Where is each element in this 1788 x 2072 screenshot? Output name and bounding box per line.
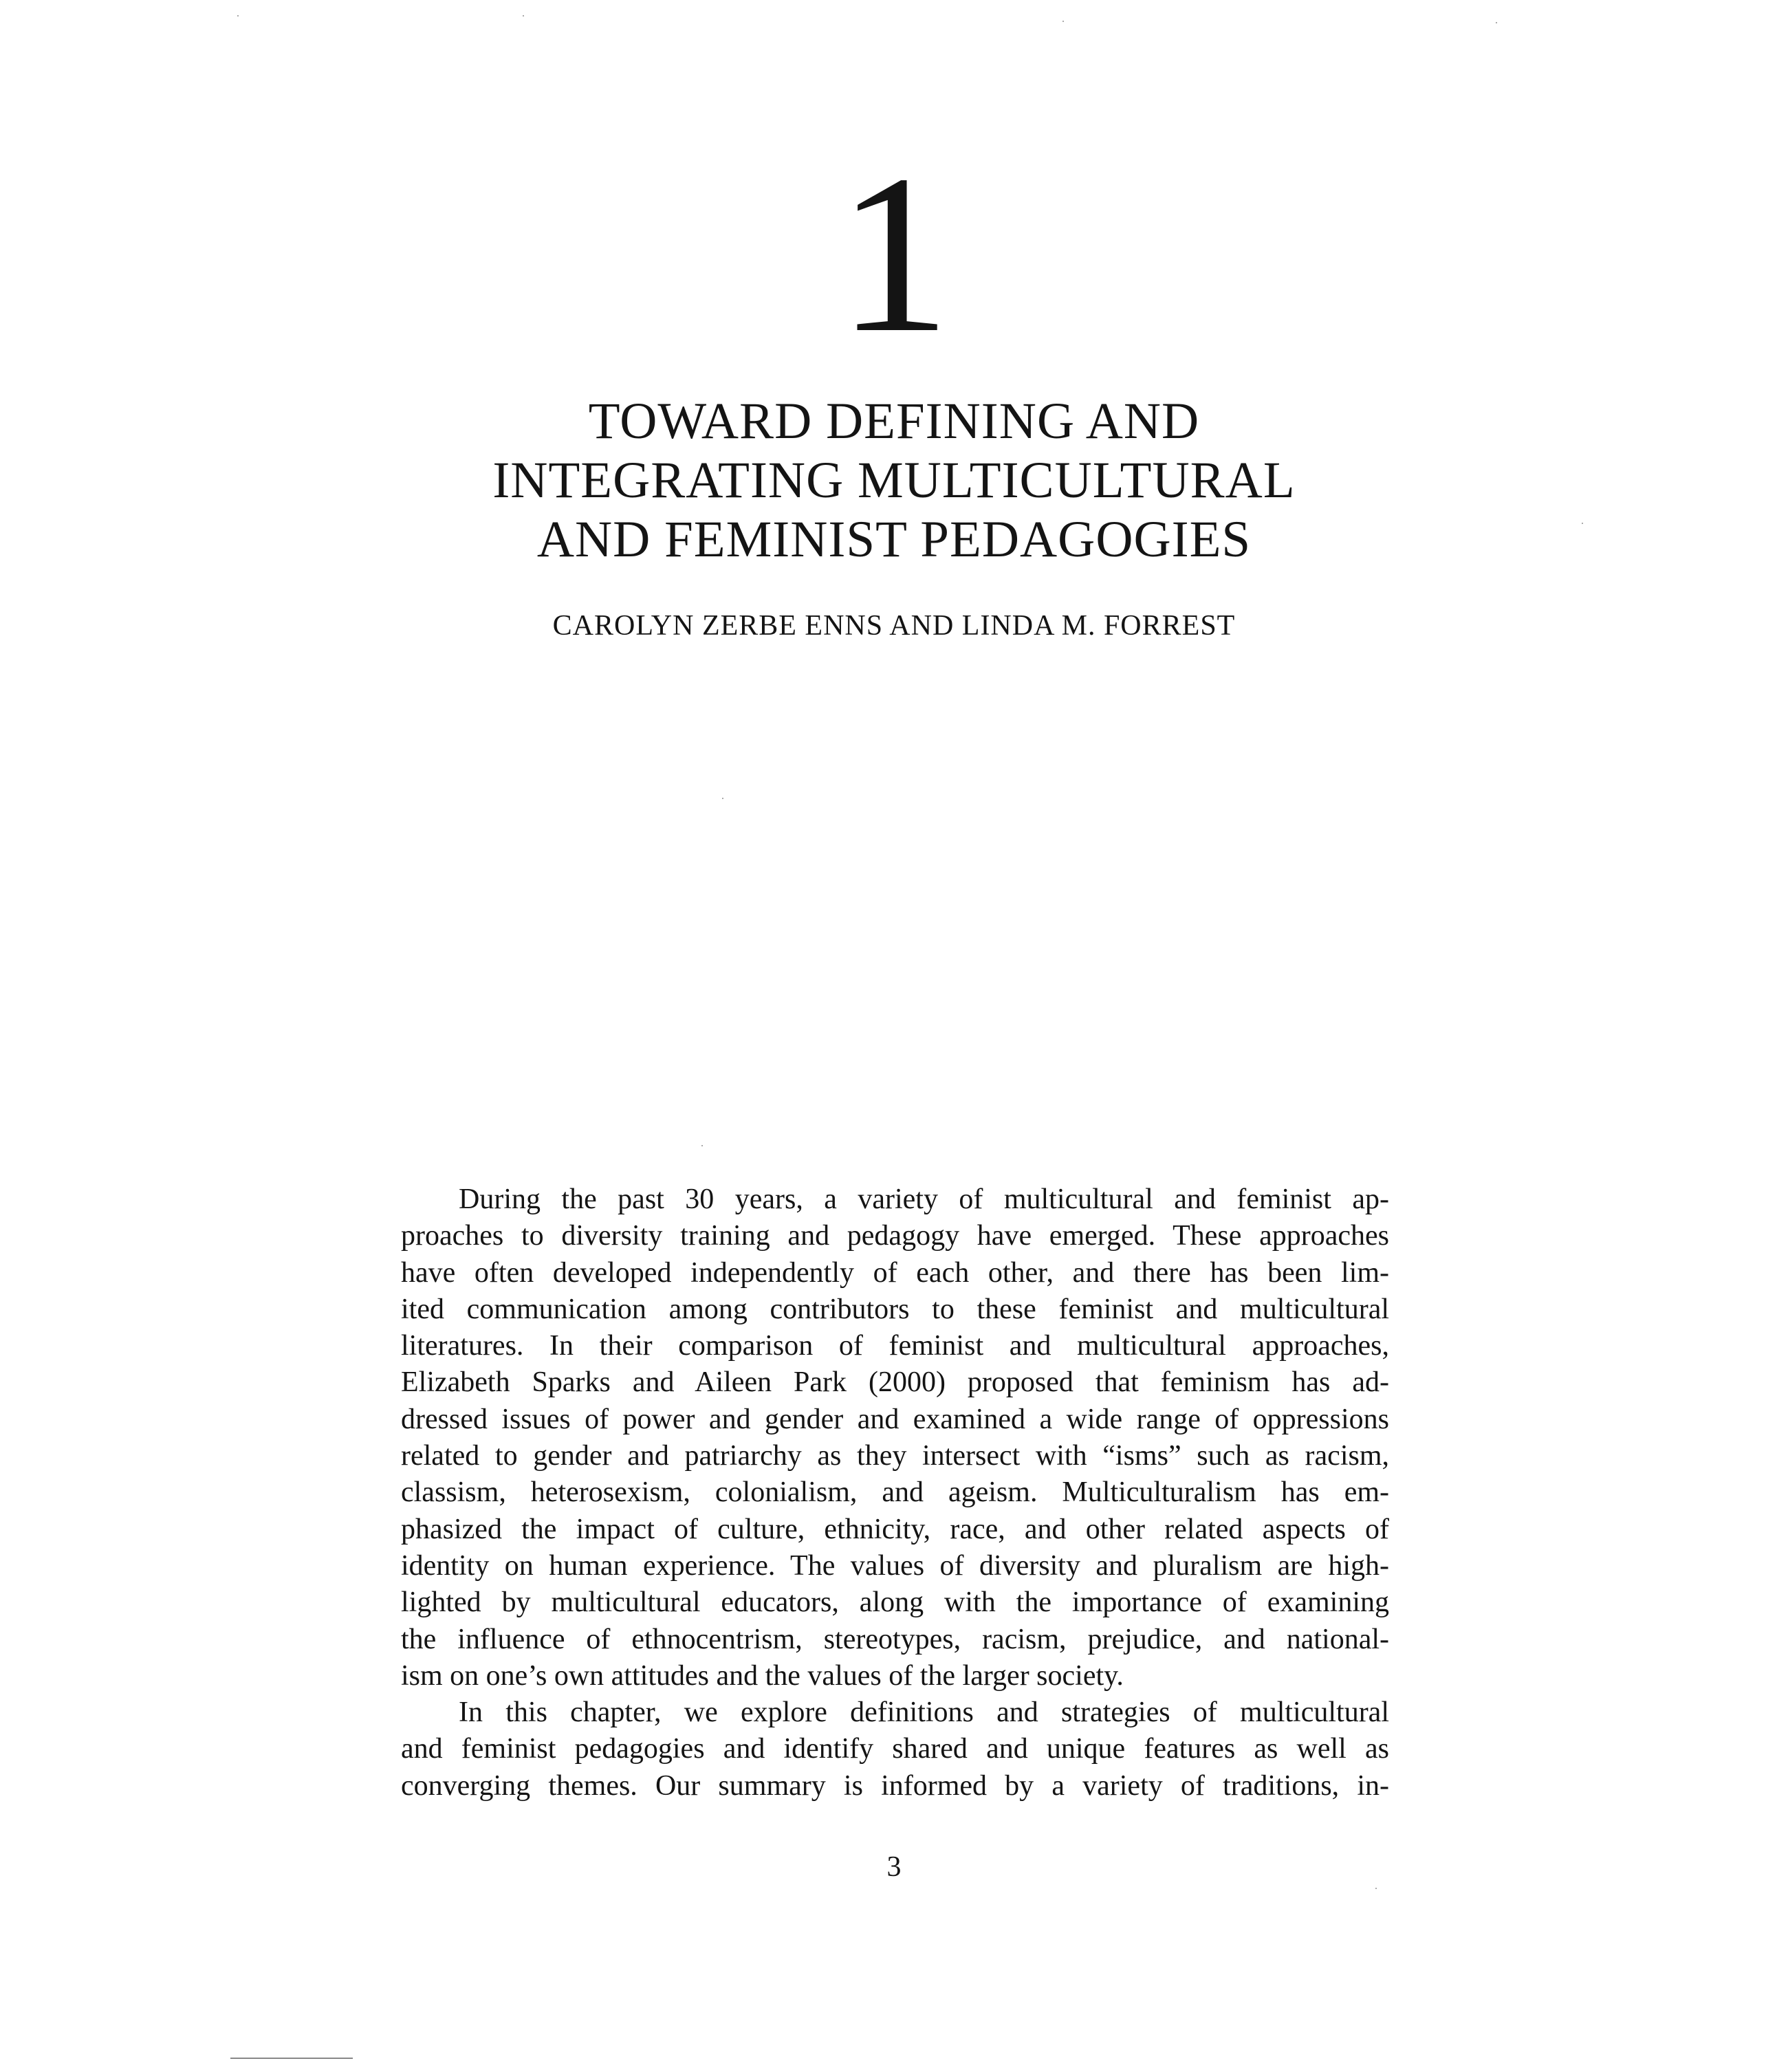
scan-speck (1496, 22, 1497, 23)
text-line: phasized the impact of culture, ethnicity, race, and other related aspects of (401, 1513, 1389, 1545)
text-line: During the past 30 years, a variety of multicultural and feminist ap- (459, 1184, 1389, 1215)
text-line: lighted by multicultural educators, along with the importance of examining (401, 1586, 1389, 1619)
body-text (401, 1181, 1389, 1804)
text-line: related to gender and patriarchy as they intersect with “isms” such as racism, (401, 1440, 1389, 1472)
scan-speck (1582, 523, 1583, 524)
chapter-number: 1 (837, 129, 951, 380)
text-line: classism, heterosexism, colonialism, and ageism. Multiculturalism has em- (401, 1476, 1389, 1509)
text-line: proaches to diversity training and pedagogy have emerged. These approaches (401, 1220, 1389, 1252)
chapter-title (344, 392, 1444, 569)
text-line: dressed issues of power and gender and examined a wide range of oppressions (401, 1403, 1389, 1435)
scan-speck (237, 15, 239, 17)
text-line: ism on one’s own attitudes and the values of the larger society. (401, 1659, 1124, 1692)
scan-speck (722, 798, 723, 799)
chapter-authors: CAROLYN ZERBE ENNS AND LINDA M. FORREST (552, 610, 1236, 642)
page-number: 3 (886, 1851, 902, 1883)
chapter-title-line: AND FEMINIST PEDAGOGIES (536, 511, 1252, 568)
text-line: In this chapter, we explore definitions and strategies of multicultural (459, 1697, 1389, 1729)
scan-speck (523, 15, 524, 17)
text-line: Elizabeth Sparks and Aileen Park (2000) proposed that feminism has ad- (401, 1366, 1389, 1399)
chapter-title-line: INTEGRATING MULTICULTURAL (492, 452, 1296, 509)
text-line: have often developed independently of each other, and there has been lim- (401, 1256, 1389, 1289)
scan-speck (701, 1145, 703, 1146)
text-line: ited communication among contributors to these feminist and multicultural (401, 1293, 1389, 1325)
text-line: converging themes. Our summary is informed by a variety of traditions, in- (401, 1769, 1389, 1802)
paragraph (401, 1694, 1389, 1804)
scan-speck (1375, 1888, 1377, 1889)
text-line: identity on human experience. The values of diversity and pluralism are high- (401, 1549, 1389, 1582)
text-line: the influence of ethnocentrism, stereotypes, racism, prejudice, and national- (401, 1623, 1389, 1655)
scan-artifact-line (230, 2058, 353, 2059)
paragraph (401, 1181, 1389, 1694)
scan-speck (1062, 21, 1064, 22)
chapter-title-line: TOWARD DEFINING AND (588, 393, 1200, 450)
text-line: literatures. In their comparison of feminist and multicultural approaches, (401, 1330, 1389, 1362)
text-line: and feminist pedagogies and identify shared and unique features as well as (401, 1733, 1389, 1765)
